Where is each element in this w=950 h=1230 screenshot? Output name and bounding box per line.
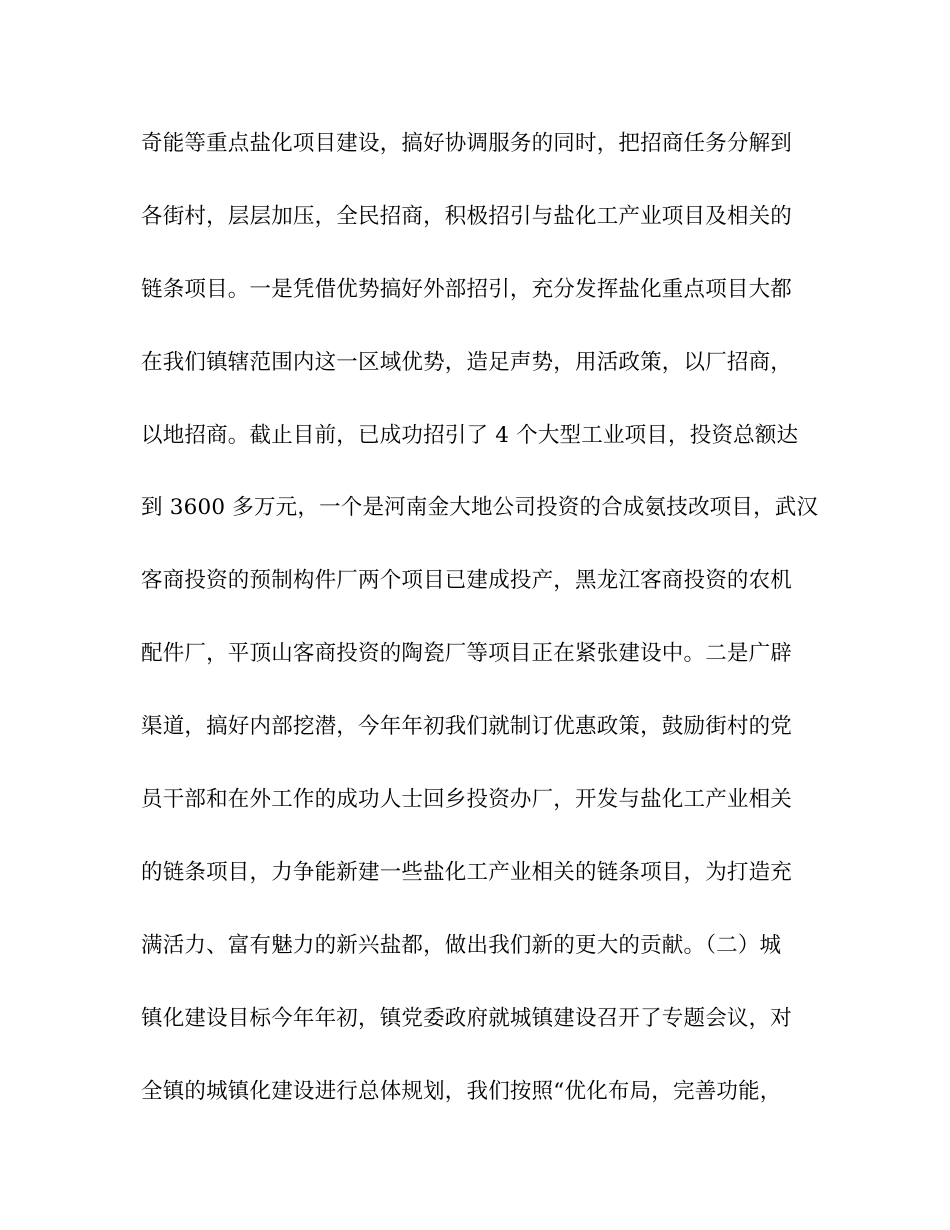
- text-line: 全镇的城镇化建设进行总体规划，我们按照“优化布局，完善功能，: [141, 1078, 782, 1104]
- body-text: [141, 121, 821, 1141]
- text-line: 的链条项目，力争能新建一些盐化工产业相关的链条项目，为打造充: [141, 859, 793, 885]
- text-line: 在我们镇辖范围内这一区域优势，造足声势，用活政策，以厂招商，: [141, 349, 793, 375]
- text-line: 链条项目。一是凭借优势搞好外部招引，充分发挥盐化重点项目大都: [141, 276, 793, 302]
- text-line: 满活力、富有魅力的新兴盐都，做出我们新的更大的贡献。（二）城: [141, 932, 782, 958]
- text-line: 以地招商。截止目前，已成功招引了 4 个大型工业项目，投资总额达: [141, 422, 799, 448]
- text-line: 奇能等重点盐化项目建设，搞好协调服务的同时，把招商任务分解到: [141, 131, 793, 156]
- text-line: 到 3600 多万元，一个是河南金大地公司投资的合成氨技改项目，武汉: [141, 495, 819, 521]
- text-line: 镇化建设目标今年年初，镇党委政府就城镇建设召开了专题会议，对: [141, 1005, 793, 1031]
- text-line: 配件厂，平顶山客商投资的陶瓷厂等项目正在紧张建设中。二是广辟: [141, 641, 793, 667]
- text-line: 员干部和在外工作的成功人士回乡投资办厂，开发与盐化工产业相关: [141, 787, 793, 813]
- text-line: 客商投资的预制构件厂两个项目已建成投产，黑龙江客商投资的农机: [141, 568, 793, 594]
- text-line: 渠道，搞好内部挖潜，今年年初我们就制订优惠政策，鼓励街村的党: [141, 714, 793, 740]
- text-line: 各街村，层层加压，全民招商，积极招引与盐化工产业项目及相关的: [141, 203, 793, 229]
